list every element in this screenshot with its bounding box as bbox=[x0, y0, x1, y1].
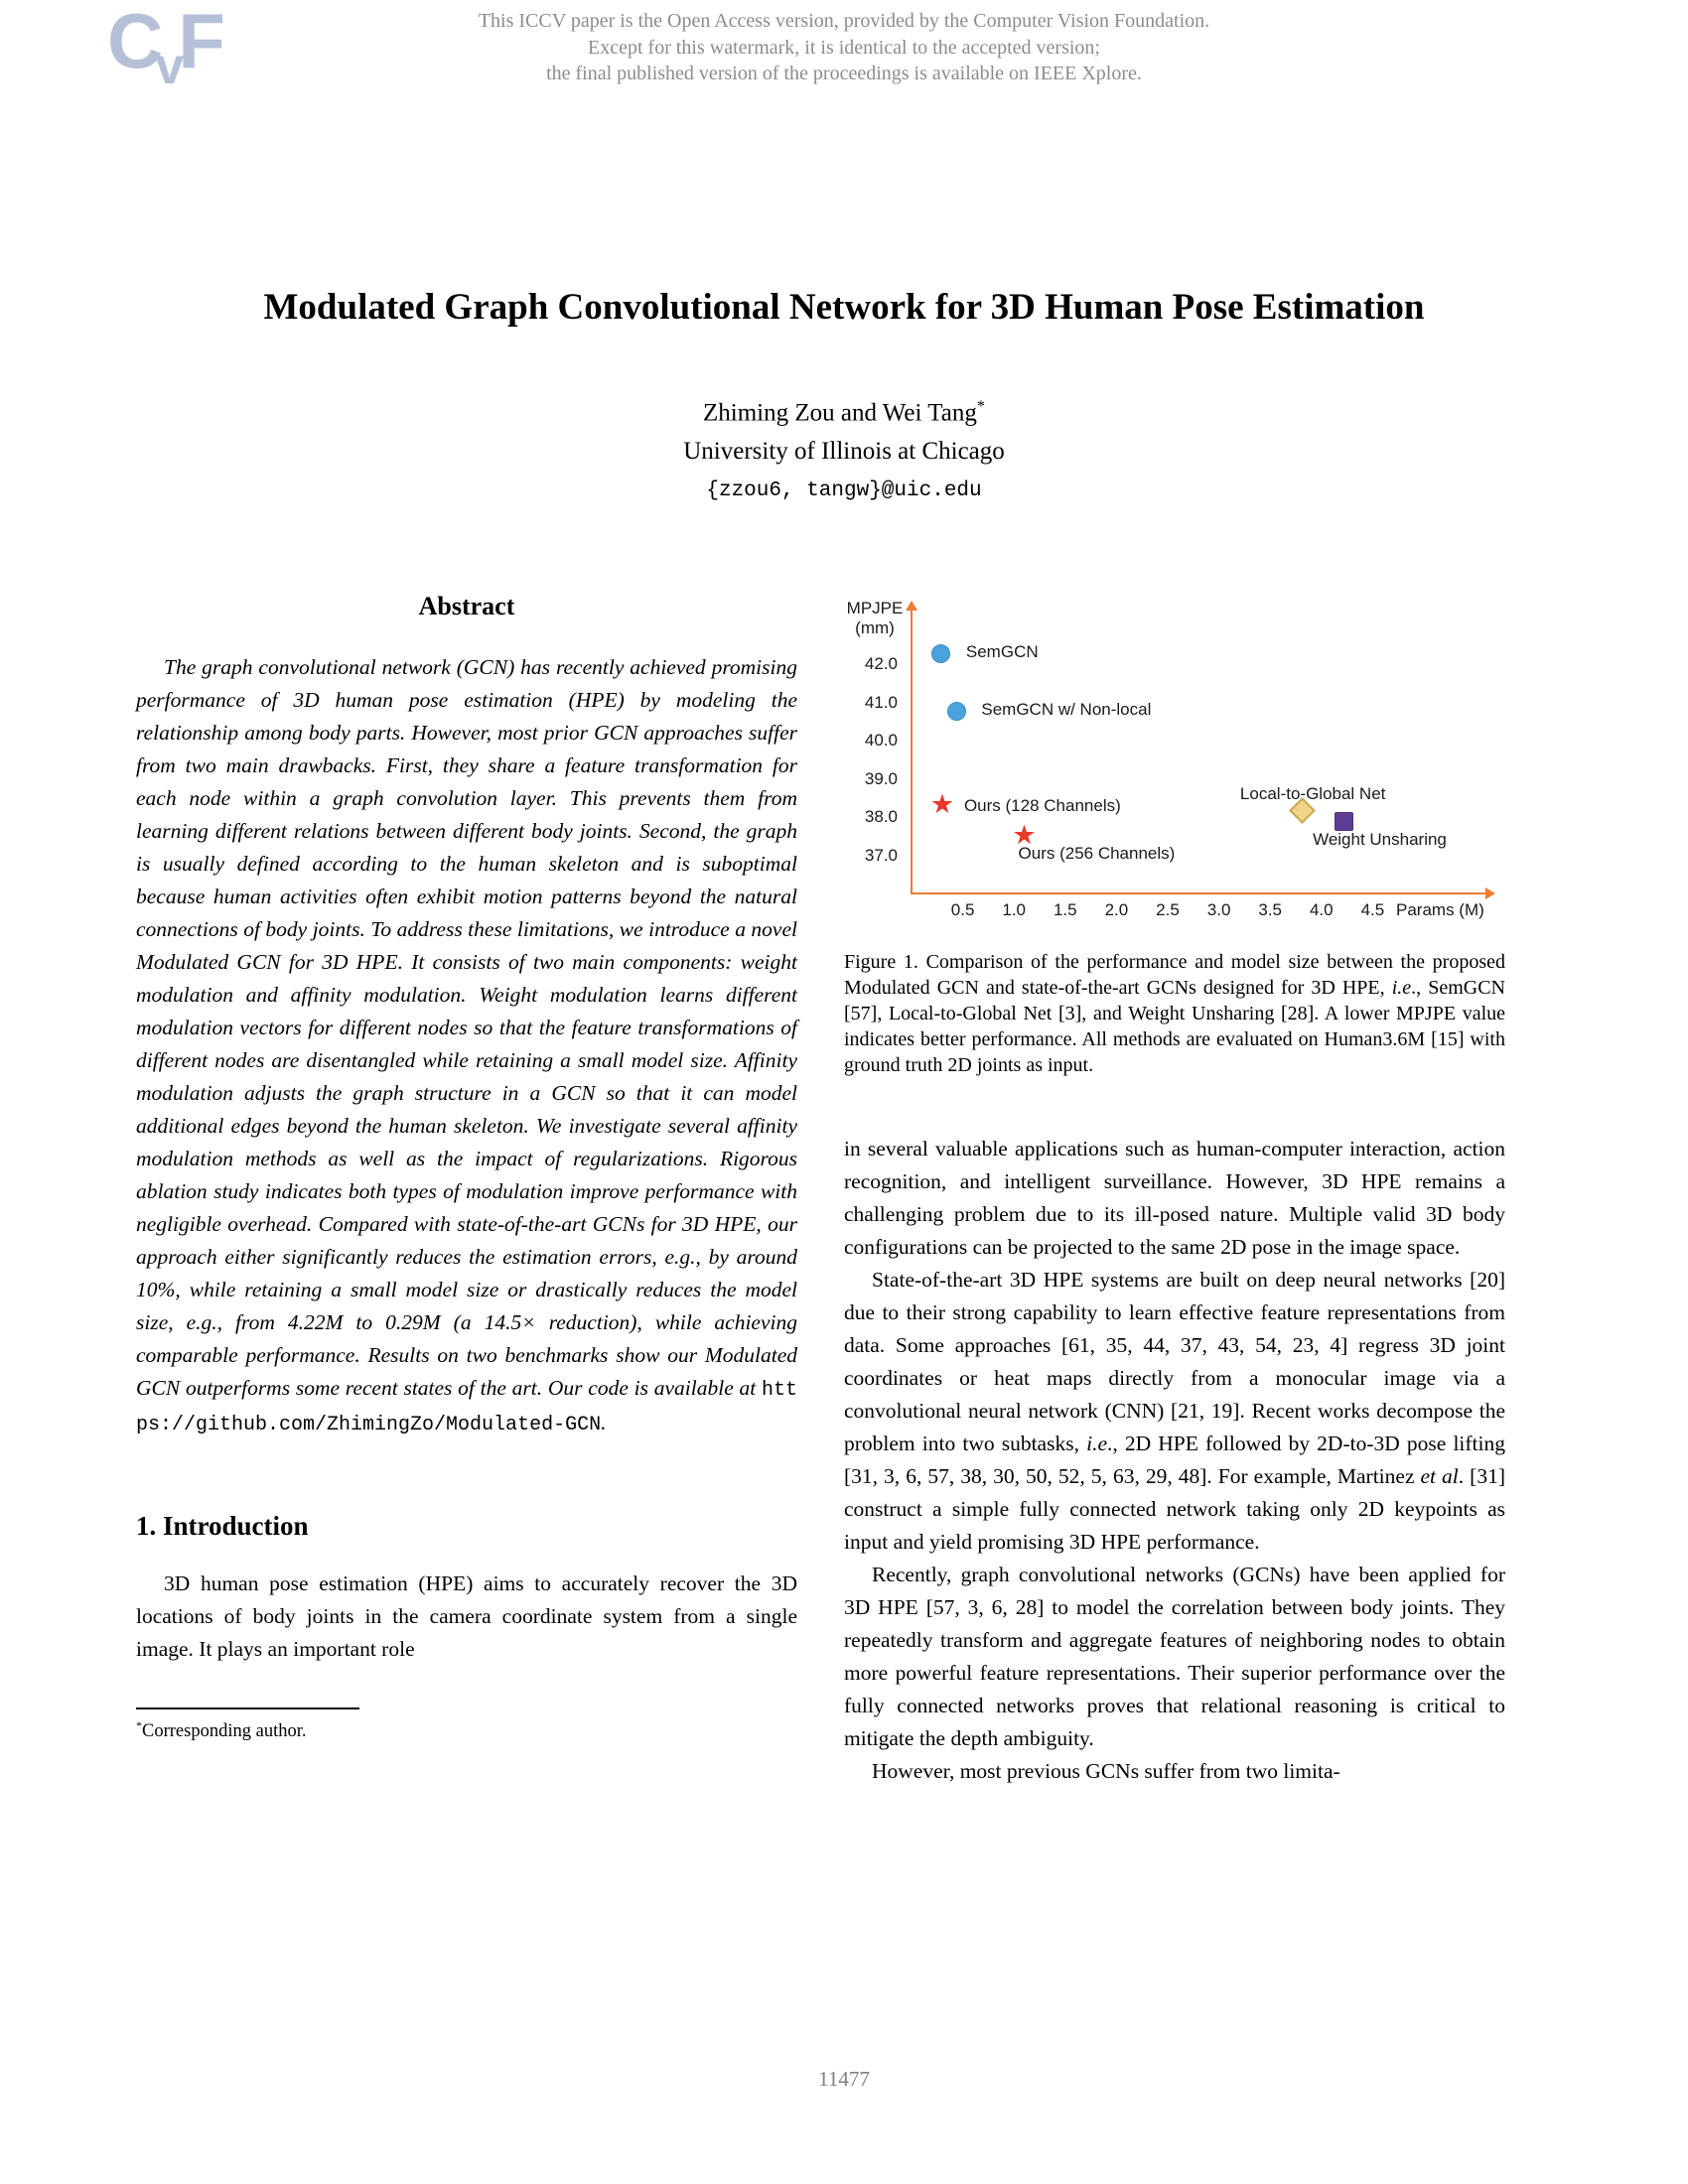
text-segment: Recently, graph convolutional networks (GCNs) have been applied for 3D HPE [57, 3, 6, 28] to model the correlation between body joints. They repeatedly transform and aggregate features of neighboring nodes to obtain more powerful feature representations. Their superior performance over the fully connected networks proves that relational reasoning is critical to mitigate the depth ambiguity. bbox=[844, 1563, 1505, 1750]
point-label-ours-128: Ours (128 Channels) bbox=[963, 795, 1121, 815]
text-segment: However, most previous GCNs suffer from two limita- bbox=[872, 1759, 1340, 1783]
text-segment: The graph convolutional network (GCN) has recently achieved promising performance of 3D human pose estimation (HPE) by modeling the relationship among body parts. However, most prior GCN approaches suffer from two main drawbacks. First, they share a feature transformation for each node within a graph convolution layer. This prevents them from learning different relations between different body joints. Second, the graph is usually defined according to the human skeleton and is suboptimal because human activities often exhibit motion patterns beyond the natural connections of body joints. To address these limitations, we introduce a novel Modulated GCN for 3D HPE. It consists of two main components: weight modulation and affinity modulation. Weight modulation learns different modulation vectors for different nodes so that the feature transformations of different nodes are disentangled while retaining a small model size. Affinity modulation adjusts the graph structure in a GCN so that it can model additional edges beyond the human skeleton. We investigate several affinity modulation methods as well as the impact of regularizations. Rigorous ablation study indicates both types of modulation improve performance with negligible overhead. Compared with state-of-the-art GCNs for 3D HPE, our approach either significantly reduces the estimation errors, e.g., by around 10%, while retaining a small model size or drastically reduces the model size, e.g., from 4.22M to 0.29M (a 14.5× reduction), while achieving comparable performance. Results on two benchmarks show our Modulated GCN outperforms some recent states of the art. Our code is available at bbox=[136, 655, 797, 1400]
left-column bbox=[136, 592, 797, 1742]
x-tick-label: 0.5 bbox=[950, 900, 975, 919]
watermark-text bbox=[0, 8, 1688, 87]
figure-1-caption bbox=[844, 949, 1505, 1078]
body-paragraph-1 bbox=[844, 1133, 1505, 1264]
text-segment: . [31] construct a simple fully connected network taking only 2D keypoints as input and yield promising 3D HPE performance. bbox=[844, 1464, 1505, 1554]
right-column bbox=[844, 581, 1505, 1788]
watermark-line-3: the final published version of the proceedings is available on IEEE Xplore. bbox=[546, 63, 1142, 84]
cvf-logo-letter: v bbox=[155, 38, 185, 95]
body-paragraph-3 bbox=[844, 1559, 1505, 1755]
author-names: Zhiming Zou and Wei Tang bbox=[703, 399, 977, 427]
y-axis-label: MPJPE (mm) bbox=[846, 599, 904, 637]
right-column-body bbox=[844, 1133, 1505, 1788]
x-axis-label: Params (M) bbox=[1396, 900, 1484, 919]
footnote-text bbox=[136, 1718, 797, 1742]
cvf-logo-letter: C bbox=[107, 0, 164, 84]
y-tick-label: 41.0 bbox=[864, 692, 898, 712]
x-tick-label: 2.0 bbox=[1104, 900, 1129, 919]
x-tick-label: 3.0 bbox=[1206, 900, 1231, 919]
x-tick-label: 2.5 bbox=[1156, 900, 1180, 919]
text-segment: . bbox=[601, 1411, 607, 1434]
watermark-line-1: This ICCV paper is the Open Access version, provided by the Computer Vision Foundation. bbox=[478, 10, 1210, 32]
abstract-heading: Abstract bbox=[418, 592, 515, 620]
footnote-rule bbox=[136, 1707, 359, 1709]
y-tick-label: 42.0 bbox=[864, 654, 898, 673]
y-tick-label: 38.0 bbox=[864, 807, 898, 827]
x-axis-line bbox=[911, 892, 1487, 894]
point-ours-256: ★ bbox=[1012, 819, 1037, 851]
paper-title: Modulated Graph Convolutional Network for 3D Human Pose Estimation bbox=[263, 287, 1425, 328]
x-tick-label: 3.5 bbox=[1258, 900, 1282, 919]
x-tick-label: 4.5 bbox=[1360, 900, 1385, 919]
point-label-semgcn-nonlocal: SemGCN w/ Non-local bbox=[981, 700, 1152, 720]
text-segment: State-of-the-art 3D HPE systems are built on deep neural networks [20] due to their strong capability to learn effective feature representations from data. Some approaches [61, 35, 44, 37, 43, 54, 23, 4] regress 3D joint coordinates or heat maps directly from a monocular image via a convolutional neural network (CNN) [21, 19]. Recent works decompose the problem into two subtasks, bbox=[844, 1268, 1505, 1455]
authors-line bbox=[0, 397, 1688, 427]
x-axis-arrow-icon bbox=[1485, 887, 1495, 899]
body-paragraph-2 bbox=[844, 1264, 1505, 1559]
figure-1-chart bbox=[844, 581, 1505, 933]
footnote bbox=[136, 1707, 797, 1742]
x-tick-label: 1.5 bbox=[1053, 900, 1077, 919]
github-url-link[interactable]: https://github.com/ZhimingZo/Modulated-GCN bbox=[136, 1379, 797, 1436]
introduction-paragraph: 3D human pose estimation (HPE) aims to accurately recover the 3D locations of body joints in the camera coordinate system from a single image. It plays an important role bbox=[136, 1571, 797, 1661]
y-tick-label: 37.0 bbox=[864, 846, 898, 865]
y-tick-label: 39.0 bbox=[864, 768, 898, 788]
introduction-heading: 1. Introduction bbox=[136, 1511, 309, 1541]
affiliation: University of Illinois at Chicago bbox=[683, 438, 1005, 465]
text-segment: ., SemGCN [57], Local-to-Global Net [3], and Weight Unsharing [28]. A lower MPJPE value indicates better performance. All methods are evaluated on Human3.6M [15] with ground truth 2D joints as input. bbox=[844, 977, 1505, 1076]
text-segment: Figure 1. Comparison of the performance and model size between the proposed Modulated GCN and state-of-the-art GCNs designed for 3D HPE, bbox=[844, 951, 1505, 999]
author-emails: {zzou6, tangw}@uic.edu bbox=[706, 479, 982, 502]
body-paragraph-4 bbox=[844, 1755, 1505, 1788]
point-semgcn bbox=[931, 644, 950, 663]
footnote-label: Corresponding author. bbox=[142, 1721, 307, 1742]
footnote-symbol: * bbox=[136, 1718, 143, 1732]
text-segment: ., 2D HPE followed by 2D-to-3D pose lifting [31, 3, 6, 57, 38, 30, 50, 52, 5, 63, 29, 48]. For example, Martinez bbox=[844, 1432, 1505, 1488]
point-ours-128: ★ bbox=[929, 788, 955, 820]
cvf-logo-letter: F bbox=[178, 0, 225, 84]
text-segment: i.e bbox=[1086, 1432, 1107, 1455]
watermark-line-2: Except for this watermark, it is identical to the accepted version; bbox=[588, 36, 1100, 59]
point-label-ours-256: Ours (256 Channels) bbox=[1018, 843, 1176, 863]
text-segment: in several valuable applications such as human-computer interaction, action recognition, and intelligent surveillance. However, 3D HPE remains a challenging problem due to its ill-posed nature. Multiple valid 3D body configurations can be projected to the same 2D pose in the image space. bbox=[844, 1137, 1505, 1259]
point-label-weight-unsharing: Weight Unsharing bbox=[1313, 830, 1447, 850]
point-weight-unsharing bbox=[1335, 812, 1353, 831]
corresponding-author-mark: * bbox=[976, 397, 985, 415]
y-axis-arrow-icon bbox=[906, 601, 917, 611]
y-tick-label: 40.0 bbox=[864, 731, 898, 751]
text-segment: et al bbox=[1420, 1464, 1459, 1488]
x-tick-label: 1.0 bbox=[1002, 900, 1026, 919]
text-segment: i.e bbox=[1391, 977, 1412, 999]
y-axis-line bbox=[911, 611, 913, 894]
x-tick-label: 4.0 bbox=[1309, 900, 1334, 919]
page-number: 11477 bbox=[818, 2067, 870, 2091]
point-label-semgcn: SemGCN bbox=[965, 642, 1039, 662]
point-label-local-to-global: Local-to-Global Net bbox=[1239, 783, 1386, 803]
abstract-paragraph bbox=[136, 651, 797, 1441]
point-semgcn-nonlocal bbox=[947, 702, 966, 721]
